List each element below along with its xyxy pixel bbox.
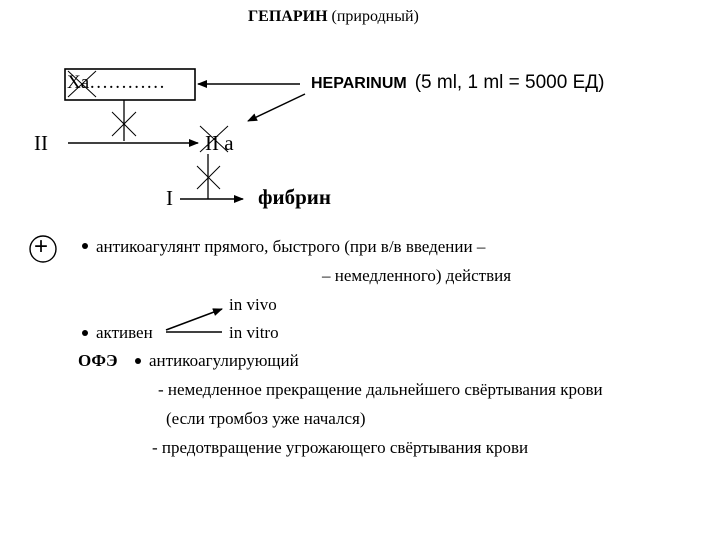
factor-i-label: I — [166, 186, 173, 210]
bullet-anticoagulant-line2: – немедленного) действия — [322, 266, 512, 285]
factor-ii-label: II — [34, 131, 48, 155]
ofe-point-1: - немедленное прекращение дальнейшего свёртывания крови — [158, 380, 603, 399]
bullet-dot-3 — [135, 358, 141, 364]
ofe-effect: антикоагулирующий — [149, 351, 299, 370]
heparinum-label — [311, 73, 604, 92]
active-label: активен — [96, 323, 153, 342]
bullet-dot-1 — [82, 243, 88, 249]
title-main: ГЕПАРИН — [248, 8, 328, 25]
in-vivo-label: in vivo — [229, 295, 277, 314]
ofe-point-2: (если тромбоз уже начался) — [166, 409, 366, 428]
ofe-point-3: - предотвращение угрожающего свёртывания крови — [152, 438, 529, 457]
fibrin-label: фибрин — [258, 185, 332, 209]
factor-iia-label: II a — [205, 131, 234, 155]
heparinum-dose: (5 ml, 1 ml = 5000 ЕД) — [414, 72, 605, 93]
heparin-to-iia-arrow — [248, 94, 305, 121]
active-branch-up-arrow — [166, 309, 222, 330]
bullet-dot-2 — [82, 330, 88, 336]
title-suffix: (природный) — [331, 8, 419, 25]
plus-icon: + — [34, 233, 49, 260]
bullet-anticoagulant-line1: антикоагулянт прямого, быстрого (при в/в введении – — [96, 237, 486, 256]
heparinum-name: HEPARINUM — [311, 75, 407, 92]
ofe-label: ОФЭ — [78, 351, 118, 370]
in-vitro-label: in vitro — [229, 323, 279, 342]
factor-xa-label: Xa………… — [67, 72, 166, 93]
